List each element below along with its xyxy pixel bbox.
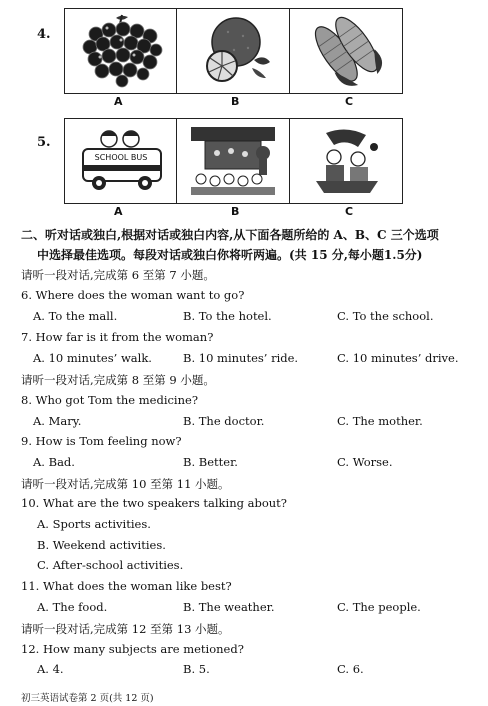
school-bus-image: [71, 121, 171, 201]
q12-option-a[interactable]: A. 4.: [37, 662, 64, 676]
question-10: 10. What are the two speakers talking about?: [21, 496, 287, 510]
question-7: 7. How far is it from the woman?: [21, 330, 214, 344]
q5-option-c-image[interactable]: [290, 118, 403, 204]
bus-sign-text: SCHOOL BUS: [94, 153, 147, 162]
question-5-image-row: [64, 118, 403, 204]
q6-option-a[interactable]: A. To the mall.: [33, 309, 118, 323]
section-2-heading-line-1: 二、听对话或独白,根据对话或独白内容,从下面各题所给的 A、B、C 三个选项: [21, 228, 439, 242]
question-4-number: 4.: [37, 27, 51, 42]
q6-option-b[interactable]: B. To the hotel.: [183, 309, 272, 323]
q8-option-a[interactable]: A. Mary.: [33, 414, 82, 428]
playing-image: [296, 121, 396, 201]
q10-option-c[interactable]: C. After-school activities.: [37, 558, 184, 572]
q5-label-c: C: [345, 205, 354, 218]
q12-option-b[interactable]: B. 5.: [183, 662, 210, 676]
q11-option-b[interactable]: B. The weather.: [183, 600, 275, 614]
q5-label-b: B: [231, 205, 240, 218]
q7-option-b[interactable]: B. 10 minutes’ ride.: [183, 351, 299, 365]
q9-option-c[interactable]: C. Worse.: [337, 455, 393, 469]
q4-option-b-image[interactable]: [177, 8, 290, 94]
q7-option-c[interactable]: C. 10 minutes’ drive.: [337, 351, 459, 365]
q9-option-a[interactable]: A. Bad.: [33, 455, 75, 469]
classroom-image: [183, 121, 283, 201]
q7-option-a[interactable]: A. 10 minutes’ walk.: [33, 351, 152, 365]
question-12: 12. How many subjects are metioned?: [21, 642, 244, 656]
q11-option-c[interactable]: C. The people.: [337, 600, 421, 614]
page-footer: 初三英语试卷第 2 页(共 12 页): [21, 693, 154, 704]
q4-option-c-image[interactable]: [290, 8, 403, 94]
question-6: 6. Where does the woman want to go?: [21, 288, 245, 302]
q12-option-c[interactable]: C. 6.: [337, 662, 364, 676]
q4-label-b: B: [231, 95, 240, 108]
orange-image: [188, 12, 278, 90]
corn-image: [301, 12, 391, 90]
instr-8-9: 请听一段对话,完成第 8 至第 9 小题。: [21, 373, 215, 387]
q10-option-a[interactable]: A. Sports activities.: [37, 517, 151, 531]
section-2-heading-line-2: 中选择最佳选项。每段对话或独白你将听两遍。(共 15 分,每小题1.5分): [37, 248, 423, 262]
q8-option-b[interactable]: B. The doctor.: [183, 414, 265, 428]
instr-12-13: 请听一段对话,完成第 12 至第 13 小题。: [21, 622, 230, 636]
q4-label-c: C: [345, 95, 354, 108]
grapes-image: [76, 12, 166, 90]
q4-label-a: A: [114, 95, 123, 108]
instr-10-11: 请听一段对话,完成第 10 至第 11 小题。: [21, 477, 230, 491]
q5-label-a: A: [114, 205, 123, 218]
q11-option-a[interactable]: A. The food.: [37, 600, 108, 614]
q5-option-b-image[interactable]: [177, 118, 290, 204]
question-11: 11. What does the woman like best?: [21, 579, 232, 593]
q6-option-c[interactable]: C. To the school.: [337, 309, 434, 323]
instr-6-7: 请听一段对话,完成第 6 至第 7 小题。: [21, 268, 215, 282]
q9-option-b[interactable]: B. Better.: [183, 455, 238, 469]
question-4-image-row: [64, 8, 403, 94]
q8-option-c[interactable]: C. The mother.: [337, 414, 423, 428]
question-5-number: 5.: [37, 135, 51, 150]
q4-option-a-image[interactable]: [64, 8, 177, 94]
question-9: 9. How is Tom feeling now?: [21, 434, 182, 448]
q10-option-b[interactable]: B. Weekend activities.: [37, 538, 166, 552]
question-8: 8. Who got Tom the medicine?: [21, 393, 198, 407]
q5-option-a-image[interactable]: [64, 118, 177, 204]
